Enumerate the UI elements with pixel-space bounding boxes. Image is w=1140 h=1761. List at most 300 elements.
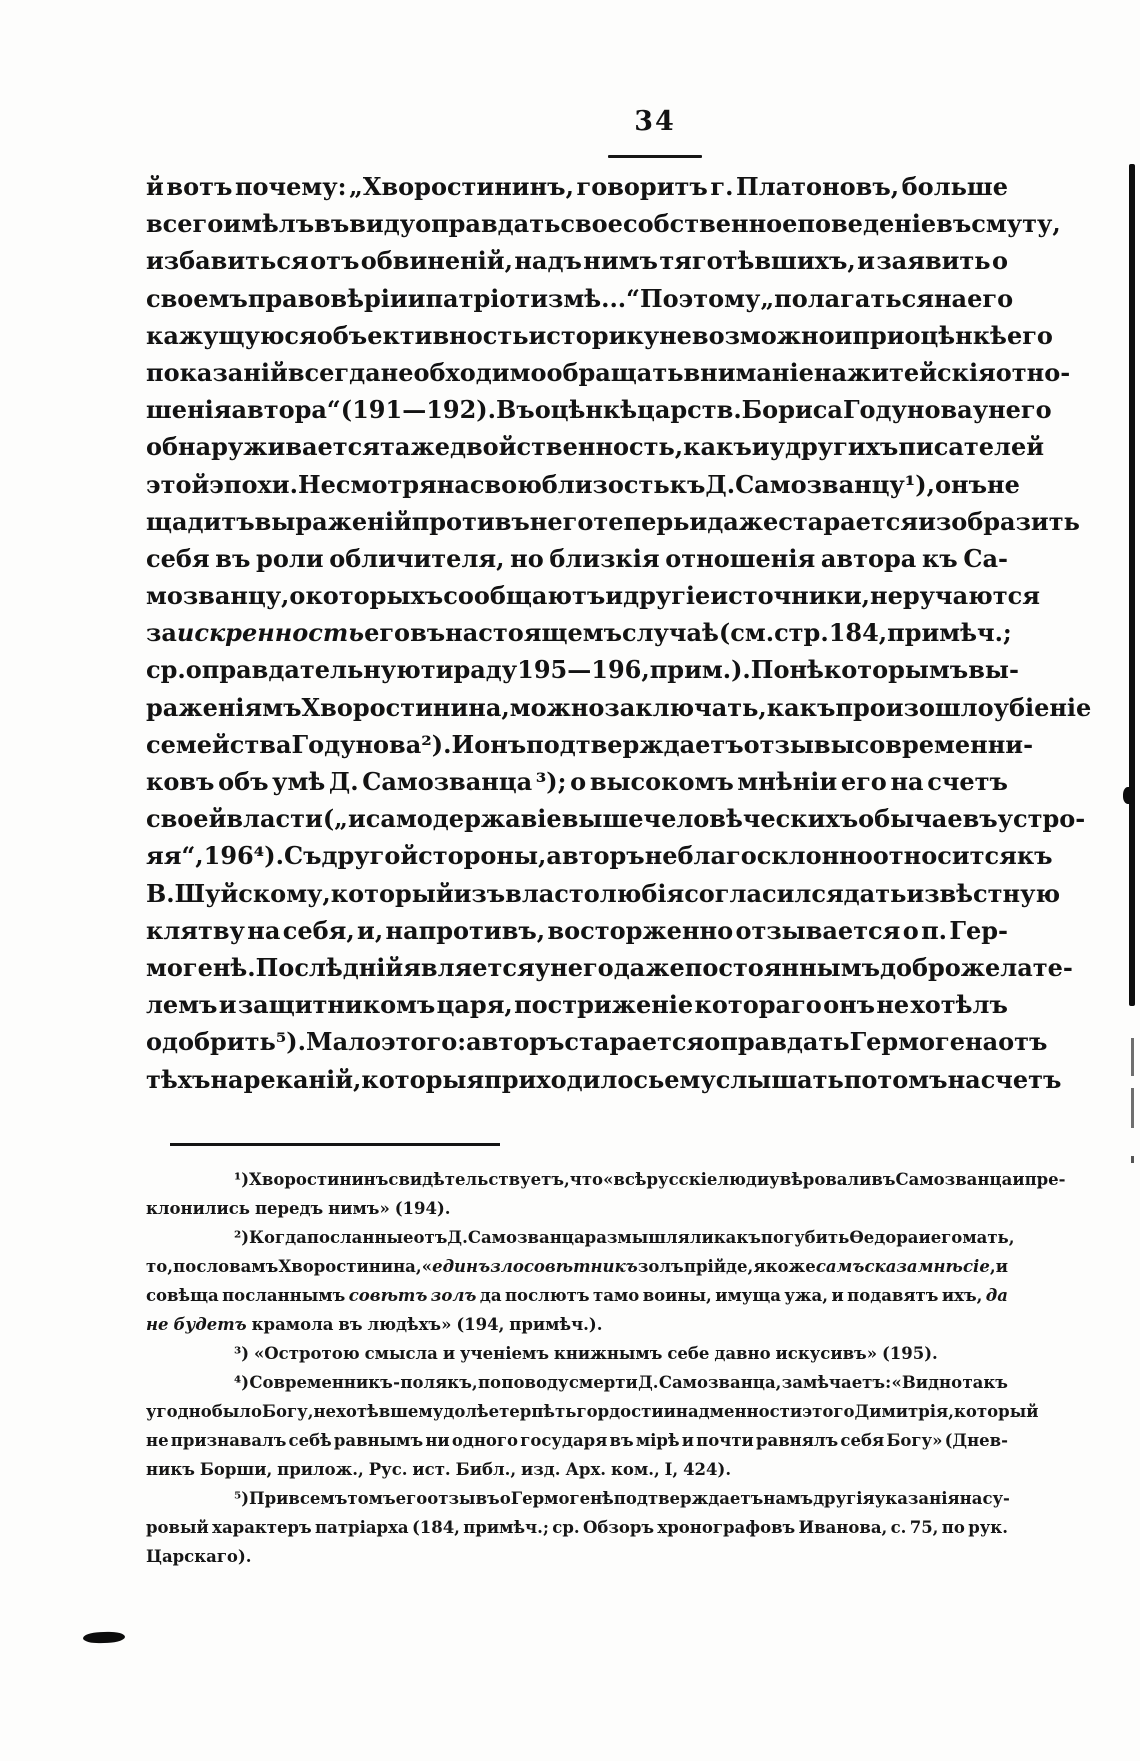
text-segment: ручаются xyxy=(902,581,1040,611)
text-segment: правовѣріи xyxy=(247,283,408,313)
text-segment: заключать, xyxy=(604,692,767,722)
text-segment: не xyxy=(987,469,1020,499)
text-segment: эпохи. xyxy=(209,469,298,499)
text-segment: какъ xyxy=(713,1228,761,1247)
scan-edge-blob xyxy=(1123,787,1134,804)
text-segment: ³); xyxy=(535,767,567,796)
text-segment: ²). xyxy=(421,729,452,759)
italic-text: будетъ xyxy=(173,1315,247,1334)
text-segment: другихъ xyxy=(784,432,899,462)
text-segment: не xyxy=(876,990,910,1020)
text-segment: мнѣніи xyxy=(737,767,838,796)
text-segment: (194, xyxy=(456,1315,505,1334)
text-segment: настоящемъ xyxy=(445,618,622,648)
text-segment: противъ xyxy=(411,506,530,536)
text-line xyxy=(146,1257,1008,1286)
text-segment: таже xyxy=(380,432,450,462)
text-segment: Самозванца, xyxy=(658,1373,782,1392)
text-segment: его xyxy=(364,618,411,648)
text-segment: ср. xyxy=(552,1518,580,1537)
scan-edge-dot xyxy=(1131,1156,1134,1163)
text-segment: Не xyxy=(297,469,336,499)
text-line xyxy=(146,1064,1062,1102)
italic-text: злосовѣтникъ xyxy=(490,1257,638,1276)
text-segment: Хворостинина, xyxy=(278,1257,422,1276)
text-segment: смерти xyxy=(568,1373,638,1392)
text-segment: надъ xyxy=(514,246,582,276)
text-segment: Д. xyxy=(705,469,736,499)
text-segment: другія xyxy=(813,1489,875,1508)
text-segment: него xyxy=(988,395,1052,425)
text-line xyxy=(146,1402,1039,1431)
text-segment: Послѣдній xyxy=(255,952,404,982)
text-segment: «Видно xyxy=(891,1373,963,1392)
text-segment: (195). xyxy=(881,1344,938,1363)
text-segment: у xyxy=(534,952,551,982)
text-segment: имѣлъ xyxy=(223,209,315,239)
text-segment: 184, xyxy=(828,618,888,648)
text-segment: не xyxy=(146,1431,169,1450)
text-segment: И xyxy=(451,729,475,759)
text-segment: на xyxy=(933,283,968,313)
text-segment: самодержавіе xyxy=(365,804,562,834)
text-segment: но xyxy=(510,543,544,573)
text-segment: извѣстную xyxy=(906,878,1061,908)
scan-edge-dash xyxy=(1131,1038,1134,1076)
text-segment: Самозванца xyxy=(362,767,533,796)
text-segment: почти xyxy=(696,1431,754,1450)
main-text xyxy=(146,172,1092,1102)
text-segment: слышать xyxy=(715,1064,844,1094)
text-segment: люди xyxy=(717,1170,770,1189)
text-segment: характеръ xyxy=(212,1518,312,1537)
text-segment: одобрить xyxy=(146,1027,276,1057)
text-segment: не xyxy=(313,1402,337,1421)
text-line xyxy=(146,1170,1066,1199)
text-segment: ³) xyxy=(234,1344,250,1363)
text-segment: ихъ, xyxy=(941,1286,983,1305)
text-segment: оправдать xyxy=(415,209,561,239)
text-segment: и xyxy=(995,1257,1008,1276)
text-segment: долѣе xyxy=(443,1402,500,1421)
text-line xyxy=(146,804,1086,841)
text-segment: постояннымъ xyxy=(684,952,880,982)
text-segment: согласился xyxy=(684,878,844,908)
text-segment: раженіямъ xyxy=(146,692,302,722)
text-line xyxy=(146,1518,1008,1547)
text-segment: Рус. xyxy=(368,1460,408,1479)
text-segment: Бориса xyxy=(741,395,843,425)
text-segment: старается xyxy=(778,506,919,536)
text-segment: себѣ xyxy=(288,1431,332,1450)
text-segment: Богу, xyxy=(261,1402,314,1421)
text-segment: ¹) xyxy=(234,1170,250,1189)
text-segment: въ xyxy=(609,1431,634,1450)
text-segment: хронографовъ xyxy=(657,1518,796,1537)
text-segment: въ xyxy=(314,209,350,239)
italic-text: не xyxy=(146,1315,169,1334)
text-segment: котораго xyxy=(694,990,822,1020)
text-segment: него xyxy=(550,952,614,982)
text-segment: избавиться xyxy=(146,246,309,276)
text-segment: надменности xyxy=(675,1402,803,1421)
text-segment: гордости xyxy=(576,1402,664,1421)
text-segment: счетъ xyxy=(927,767,1008,796)
text-segment: якоже xyxy=(753,1257,816,1276)
text-segment: себя, xyxy=(282,915,355,945)
text-line xyxy=(146,841,1053,878)
text-segment: современни- xyxy=(854,729,1034,759)
text-segment: Поэтому xyxy=(639,283,761,313)
page-number-rule xyxy=(608,155,702,158)
text-segment: и xyxy=(407,283,426,313)
text-segment: воины, xyxy=(642,1286,712,1305)
text-line xyxy=(146,1547,1008,1576)
text-segment: отзывъ xyxy=(427,1489,500,1508)
text-segment: онъ xyxy=(474,729,527,759)
text-segment: онъ xyxy=(823,990,876,1020)
text-segment: Годунова xyxy=(842,395,973,425)
text-segment: въ xyxy=(936,209,972,239)
text-line xyxy=(146,1489,1008,1518)
text-segment: оправдательную xyxy=(185,655,421,685)
text-segment: 424). xyxy=(683,1460,732,1479)
italic-text: совѣтъ xyxy=(348,1286,428,1305)
text-segment: Д. xyxy=(328,767,359,796)
text-segment: его xyxy=(395,1489,428,1508)
text-segment: прилож., xyxy=(277,1460,364,1479)
text-segment: нѣкоторымъ xyxy=(789,655,969,685)
text-segment: людѣхъ» xyxy=(367,1315,452,1334)
text-segment: никъ xyxy=(146,1460,195,1479)
text-segment: о xyxy=(289,581,306,611)
text-segment: выше xyxy=(561,804,644,834)
text-segment: о xyxy=(570,767,587,796)
text-segment: случаѣ xyxy=(622,618,719,648)
text-line xyxy=(146,209,1061,246)
text-segment: который xyxy=(954,1402,1039,1421)
italic-text: золъ xyxy=(430,1286,477,1305)
text-segment: посланнымъ xyxy=(222,1286,346,1305)
page-number: 34 xyxy=(634,106,676,137)
text-segment: на xyxy=(947,1064,981,1094)
text-segment: отъ xyxy=(413,1228,448,1247)
text-segment: (184, xyxy=(411,1518,460,1537)
text-segment: ⁴). xyxy=(253,841,284,871)
text-segment: заявить xyxy=(876,246,991,276)
text-segment: близость xyxy=(541,469,670,499)
text-segment: постриженіе xyxy=(514,990,694,1020)
text-segment: единъ xyxy=(432,1257,491,1276)
text-segment: почему: xyxy=(234,172,347,201)
text-segment: житейскія xyxy=(847,357,996,387)
text-segment: и xyxy=(857,246,875,276)
text-segment: оцѣнкѣ xyxy=(904,320,1007,350)
text-segment: больше xyxy=(901,172,1008,201)
text-segment: этого xyxy=(802,1402,855,1421)
text-segment: имуща xyxy=(715,1286,781,1305)
text-line xyxy=(146,432,1045,469)
text-segment: виду xyxy=(349,209,416,239)
text-segment: о xyxy=(499,1489,511,1508)
text-segment: патріотизмѣ...“ xyxy=(425,283,640,313)
text-segment: счетъ xyxy=(980,1064,1062,1094)
text-segment: автора xyxy=(820,543,917,573)
text-segment: убіеніе xyxy=(993,692,1092,722)
text-segment: не xyxy=(870,581,903,611)
text-segment: Гермогенѣ xyxy=(510,1489,614,1508)
text-segment: какъ xyxy=(766,692,836,722)
text-segment: книжнымъ xyxy=(553,1344,663,1363)
text-segment: „Хворостининъ, xyxy=(349,172,574,201)
text-line xyxy=(146,618,1012,655)
text-segment: ему xyxy=(664,1064,716,1094)
text-segment: источники, xyxy=(710,581,871,611)
text-segment: такъ xyxy=(962,1373,1008,1392)
text-segment: власти xyxy=(226,804,323,834)
text-segment: доброжелате- xyxy=(880,952,1073,982)
text-segment: яя“, xyxy=(146,841,204,871)
text-segment: Самозванца xyxy=(467,1228,585,1247)
text-segment: обличителя, xyxy=(329,543,505,573)
text-segment: оцѣнкѣ xyxy=(534,395,638,425)
text-segment: себе xyxy=(667,1344,710,1363)
text-segment: „полагаться xyxy=(760,283,934,313)
text-segment: устро- xyxy=(997,804,1086,834)
italic-text: сказа xyxy=(864,1257,918,1276)
text-segment: при xyxy=(852,320,905,350)
text-segment: отъ xyxy=(998,1027,1048,1057)
text-segment: погубить xyxy=(760,1228,850,1247)
text-segment: (194). xyxy=(394,1199,451,1218)
text-segment: равнымъ xyxy=(333,1431,424,1450)
text-segment: властолюбія xyxy=(505,878,685,908)
text-segment: ковъ xyxy=(146,767,215,796)
text-segment: него xyxy=(529,506,594,536)
text-segment: его xyxy=(840,767,887,796)
text-segment: ср. xyxy=(146,655,186,685)
text-segment: Богу» xyxy=(886,1431,943,1450)
text-segment: мозванцу, xyxy=(146,581,290,611)
text-line xyxy=(146,395,1052,432)
text-segment: Шуйскому, xyxy=(174,878,331,908)
text-segment: восторженно xyxy=(547,915,734,945)
text-segment: онъ xyxy=(935,469,988,499)
text-segment: высокомъ xyxy=(589,767,734,796)
text-segment: своей xyxy=(146,804,227,834)
text-segment: намъ xyxy=(763,1489,814,1508)
text-segment: относится xyxy=(872,841,1017,871)
text-segment: поводу xyxy=(501,1373,569,1392)
text-segment: Царскаго). xyxy=(146,1547,252,1566)
text-segment: мать, xyxy=(962,1228,1015,1247)
text-line xyxy=(146,952,1073,990)
italic-text: сіе, xyxy=(963,1257,996,1276)
text-line xyxy=(146,1460,1008,1489)
text-segment: и xyxy=(751,432,770,462)
page-header xyxy=(560,106,750,137)
text-segment: и xyxy=(218,990,237,1020)
text-segment: за xyxy=(146,618,177,648)
text-segment: лемъ xyxy=(146,990,218,1020)
text-segment: собственное xyxy=(622,209,798,239)
text-segment: и xyxy=(605,581,624,611)
text-segment: сообщаютъ xyxy=(443,581,606,611)
text-segment: признавалъ xyxy=(170,1431,287,1450)
text-segment: прим.). xyxy=(649,655,751,685)
text-segment: авторъ xyxy=(466,1027,565,1057)
text-segment: Гермогена xyxy=(849,1027,999,1057)
text-segment: одного xyxy=(451,1431,519,1450)
text-segment: Д. xyxy=(638,1373,659,1392)
text-segment: тяготѣвшихъ, xyxy=(659,246,856,276)
text-segment: терпѣть xyxy=(499,1402,577,1421)
text-segment: Са- xyxy=(963,543,1008,573)
text-segment: о xyxy=(991,246,1008,276)
text-segment: вниманіе xyxy=(683,357,814,387)
text-segment: отзывы xyxy=(743,729,855,759)
text-segment: 195—196, xyxy=(517,655,650,685)
text-segment: Самозванца xyxy=(895,1170,1013,1189)
text-segment: на xyxy=(436,469,470,499)
text-segment: ⁵) xyxy=(234,1489,250,1508)
text-segment: къ xyxy=(669,469,706,499)
footnotes-text xyxy=(146,1170,1066,1576)
ink-smudge xyxy=(83,1631,125,1643)
text-segment: близкія xyxy=(549,543,660,573)
text-line xyxy=(146,1315,1008,1344)
text-line xyxy=(146,655,1019,692)
text-segment: давно xyxy=(714,1344,771,1363)
text-segment: отзывается xyxy=(735,915,901,945)
text-segment: въ xyxy=(338,1315,363,1334)
italic-text: самъ xyxy=(815,1257,865,1276)
text-segment: могенѣ. xyxy=(146,952,256,982)
text-line xyxy=(146,990,1008,1027)
scan-edge-dash xyxy=(1131,1088,1134,1128)
text-segment: смуту, xyxy=(971,209,1061,239)
text-segment: Хворостинина, xyxy=(301,692,510,722)
text-segment: его xyxy=(930,1228,963,1247)
text-line xyxy=(146,1027,1048,1064)
text-segment: по xyxy=(477,1373,502,1392)
text-segment: невозможно xyxy=(659,320,835,350)
text-segment: ¹), xyxy=(904,469,936,499)
text-line xyxy=(146,469,1020,507)
text-segment: ровый xyxy=(146,1518,209,1537)
text-segment: крамола xyxy=(251,1315,334,1334)
text-line xyxy=(146,916,1008,953)
text-line xyxy=(146,1286,1008,1315)
text-segment: русскіе xyxy=(646,1170,718,1189)
text-segment: Когда xyxy=(249,1228,307,1247)
text-segment: всемъ xyxy=(288,1489,348,1508)
text-segment: ученіемъ xyxy=(460,1344,549,1363)
text-segment: напротивъ, xyxy=(385,915,546,945)
text-segment: авторъ xyxy=(546,841,645,871)
text-segment: подтверждаетъ xyxy=(613,1489,764,1508)
text-segment: смысла xyxy=(364,1344,438,1363)
text-segment: кажущуюся xyxy=(146,320,317,350)
text-segment: Въ xyxy=(496,395,535,425)
text-segment: подавятъ xyxy=(847,1286,939,1305)
text-segment: Хворостининъ xyxy=(249,1170,389,1189)
text-segment: ⁴) xyxy=(234,1373,250,1392)
text-segment: было xyxy=(211,1402,262,1421)
text-segment: его xyxy=(1006,320,1053,350)
text-segment: и xyxy=(689,506,708,536)
text-segment: смотря xyxy=(335,469,437,499)
text-segment: размышляли xyxy=(584,1228,714,1247)
text-segment: «единъ xyxy=(421,1257,491,1276)
text-segment: и xyxy=(918,1228,931,1247)
text-segment: ⁵). xyxy=(275,1027,306,1057)
text-segment: обнаруживается xyxy=(146,432,381,462)
text-segment: къ xyxy=(921,543,958,573)
footnote-separator xyxy=(170,1143,500,1146)
text-segment: увѣровали xyxy=(769,1170,872,1189)
text-segment: всего xyxy=(146,209,224,239)
text-segment: тираду xyxy=(420,655,518,685)
text-segment: хотѣвшему xyxy=(336,1402,444,1421)
text-segment: послютъ xyxy=(504,1286,590,1305)
text-segment: Борши, xyxy=(199,1460,273,1479)
text-segment: золъ xyxy=(637,1257,684,1276)
text-segment: и xyxy=(681,1431,694,1450)
text-segment: и xyxy=(442,1344,456,1363)
text-segment: свою xyxy=(469,469,542,499)
text-segment: себя xyxy=(840,1431,885,1450)
text-segment: отъ xyxy=(310,246,360,276)
text-segment: 196 xyxy=(203,841,254,871)
text-segment: говоритъ xyxy=(576,172,708,201)
text-segment: й xyxy=(146,172,164,201)
text-line xyxy=(146,506,1080,544)
text-segment: поведеніе xyxy=(797,209,937,239)
text-segment: историку xyxy=(528,320,660,350)
text-segment: на xyxy=(813,357,848,387)
text-segment: свидѣтельствуетъ, xyxy=(388,1170,570,1189)
text-segment: его xyxy=(967,283,1014,313)
text-segment: отношенія xyxy=(665,543,816,573)
text-segment: произошло xyxy=(835,692,994,722)
text-segment: посланные xyxy=(306,1228,414,1247)
text-segment: которыя xyxy=(361,1064,485,1094)
text-segment: то, xyxy=(146,1257,173,1276)
text-segment: по xyxy=(941,1518,965,1537)
text-segment: старается xyxy=(564,1027,705,1057)
text-segment: этой xyxy=(146,469,210,499)
text-segment: передъ xyxy=(254,1199,324,1218)
text-segment: су- xyxy=(982,1489,1010,1508)
text-line xyxy=(146,878,1061,916)
text-segment: вы- xyxy=(968,655,1019,685)
text-line xyxy=(146,692,1092,730)
text-segment: подтверждаетъ xyxy=(526,729,744,759)
text-segment: оправдать xyxy=(704,1027,850,1057)
text-segment: ужа, xyxy=(784,1286,828,1305)
text-segment: да xyxy=(479,1286,502,1305)
text-segment: ²) xyxy=(234,1228,250,1247)
text-segment: по xyxy=(173,1257,197,1276)
text-segment: равнялъ xyxy=(755,1431,839,1450)
text-segment: стороны, xyxy=(418,841,547,871)
text-segment: объ xyxy=(218,767,269,796)
text-segment: и xyxy=(831,1286,844,1305)
text-segment: Иванова, xyxy=(798,1518,888,1537)
text-segment: обращать xyxy=(546,357,684,387)
text-segment: потомъ xyxy=(843,1064,948,1094)
